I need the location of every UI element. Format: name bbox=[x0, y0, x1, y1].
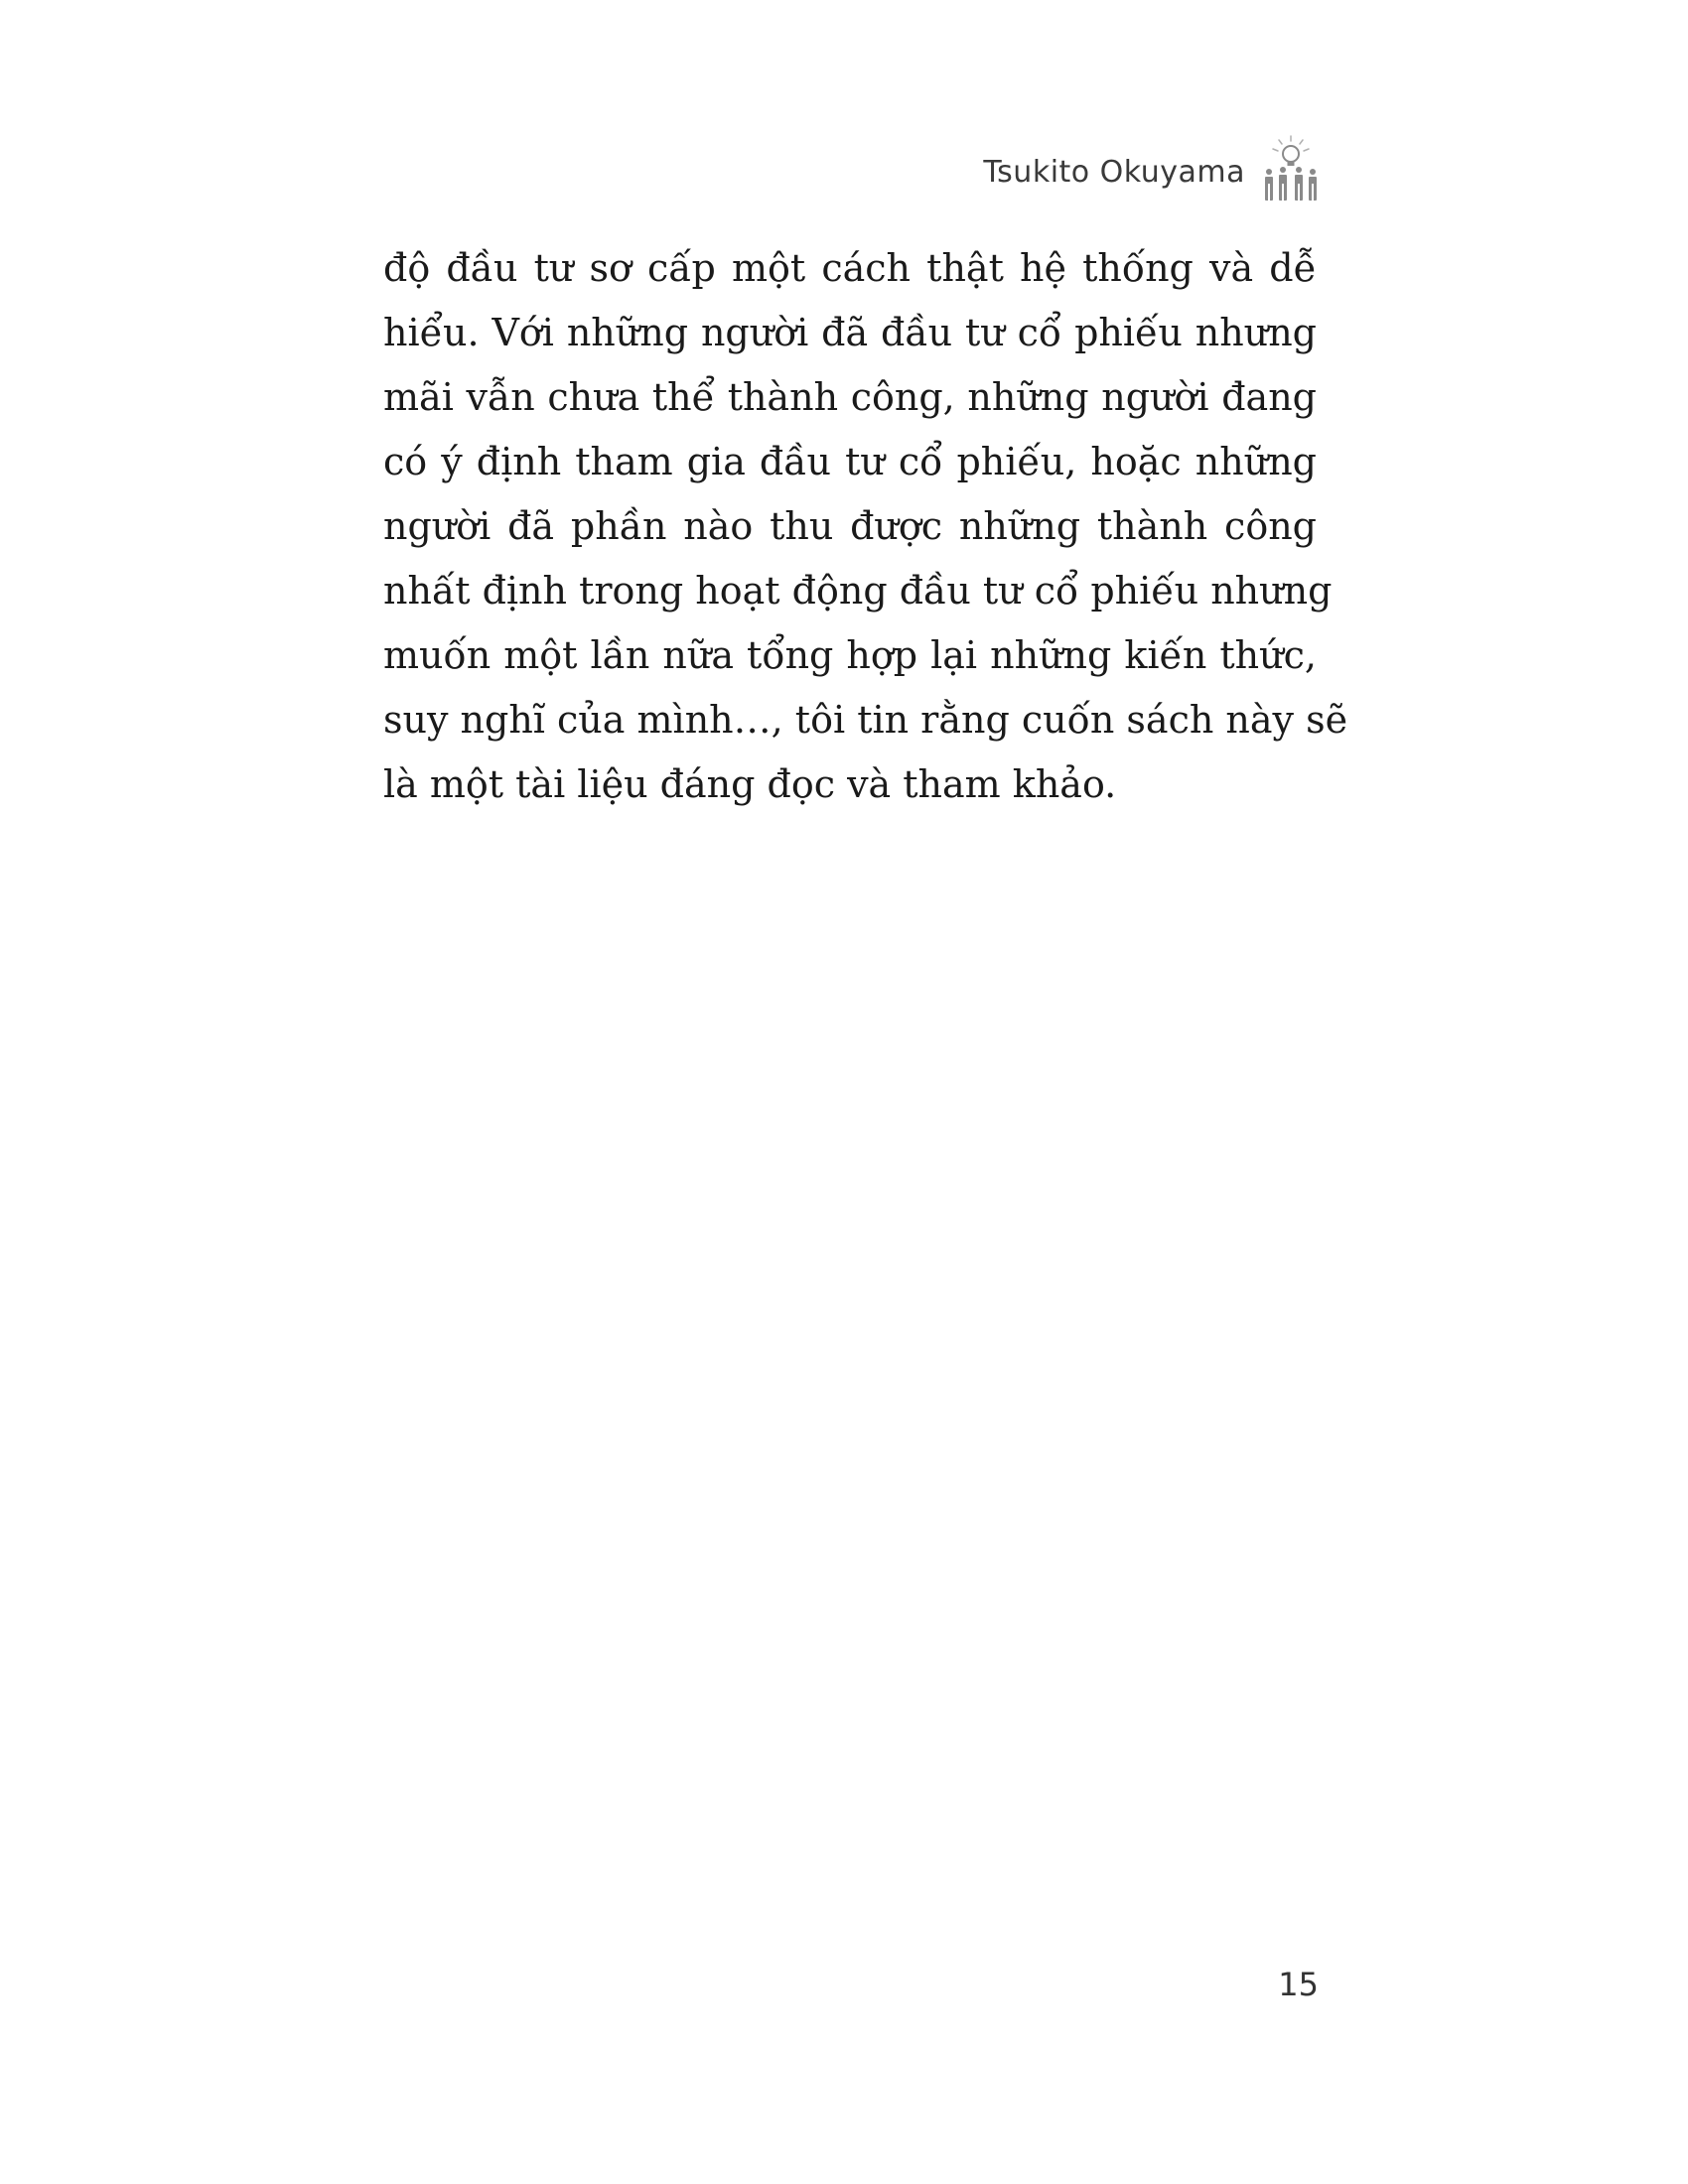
body-paragraph bbox=[383, 236, 1348, 817]
paragraph-line: độ đầu tư sơ cấp một cách thật hệ thống và dễ bbox=[383, 246, 1317, 290]
running-header bbox=[983, 149, 1321, 189]
paragraph-line: suy nghĩ của mình…, tôi tin rằng cuốn sách này sẽ bbox=[383, 698, 1348, 742]
lightbulb-people-icon bbox=[1261, 134, 1321, 204]
paragraph-line: người đã phần nào thu được những thành công bbox=[383, 504, 1317, 548]
paragraph-line: nhất định trong hoạt động đầu tư cổ phiếu nhưng bbox=[383, 569, 1333, 613]
author-name: Tsukito Okuyama bbox=[983, 155, 1245, 190]
paragraph-line: có ý định tham gia đầu tư cổ phiếu, hoặc những bbox=[383, 440, 1317, 483]
paragraph-line: là một tài liệu đáng đọc và tham khảo. bbox=[383, 762, 1117, 806]
paragraph-line: hiểu. Với những người đã đầu tư cổ phiếu nhưng bbox=[383, 311, 1317, 354]
paragraph-line: muốn một lần nữa tổng hợp lại những kiến thức, bbox=[383, 633, 1317, 677]
paragraph-line: mãi vẫn chưa thể thành công, những người đang bbox=[383, 375, 1317, 419]
page-number: 15 bbox=[1278, 1966, 1319, 2003]
